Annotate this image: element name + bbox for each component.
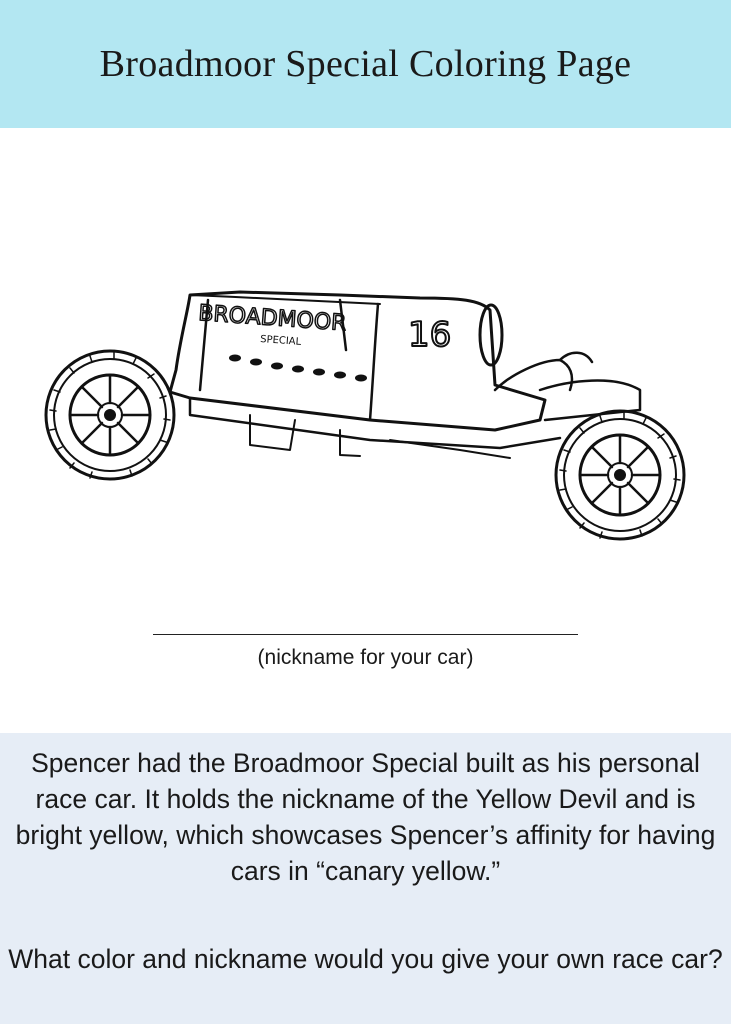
info-panel <box>0 733 731 1024</box>
page-header <box>0 0 731 128</box>
info-question: What color and nickname would you give your own race car? <box>8 944 723 974</box>
nickname-line[interactable] <box>153 634 578 635</box>
hood-sublettering: SPECIAL <box>259 334 302 348</box>
left-wheel <box>46 351 174 479</box>
race-car-illustration <box>40 280 695 560</box>
right-wheel <box>556 411 684 539</box>
hood-lettering: BROADMOOR <box>197 301 348 337</box>
car-number: 16 <box>408 315 452 355</box>
page-title: Broadmoor Special Coloring Page <box>99 43 632 85</box>
info-paragraph: Spencer had the Broadmoor Special built as his personal race car. It holds the nickname of the Yellow Devil and is bright yellow, which showcases Spencer’s affinity for having cars in “canary yellow.” <box>15 748 716 886</box>
nickname-caption: (nickname for your car) <box>257 646 474 669</box>
